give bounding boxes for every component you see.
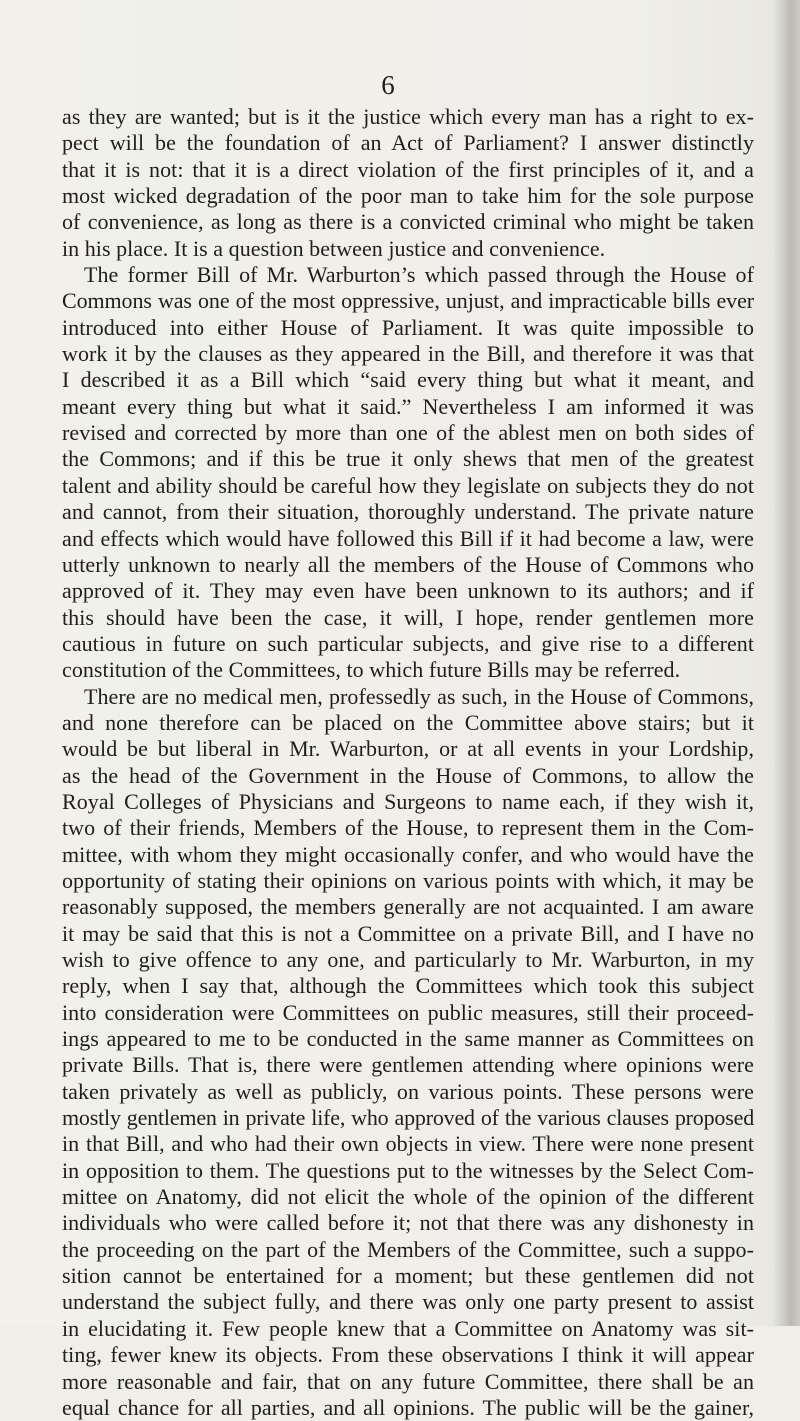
text-line: mittee on Anatomy, did not elicit the whole of the opinion of the different	[62, 1184, 754, 1210]
text-line: talent and ability should be careful how they legislate on subjects they do not	[62, 472, 754, 498]
text-line: that it is not: that it is a direct violation of the first principles of it, and a	[62, 156, 754, 182]
text-line: would be but liberal in Mr. Warburton, or at all events in your Lordship,	[62, 736, 754, 762]
text-line: There are no medical men, professedly as such, in the House of Commons,	[84, 683, 754, 709]
text-line: the proceeding on the part of the Members of the Committee, such a suppo-	[62, 1236, 754, 1262]
text-line: pect will be the foundation of an Act of Parliament? I answer distinctly	[62, 130, 754, 156]
text-line: and none therefore can be placed on the Committee above stairs; but it	[62, 709, 754, 735]
text-line: opportunity of stating their opinions on various points with which, it may be	[62, 867, 754, 893]
text-line: most wicked degradation of the poor man to take him for the sole purpose	[62, 183, 754, 209]
text-line: reasonably supposed, the members generally are not acquainted. I am aware	[62, 894, 754, 920]
text-line: ting, fewer knew its objects. From these observations I think it will appear	[62, 1342, 754, 1368]
text-line: two of their friends, Members of the House, to represent them in the Com-	[62, 815, 754, 841]
text-line: taken privately as well as publicly, on various points. These persons were	[62, 1078, 754, 1104]
text-line: understand the subject fully, and there was only one party present to assist	[62, 1289, 754, 1315]
text-line: ings appeared to me to be conducted in the same manner as Committees on	[62, 1026, 754, 1052]
page-number: 6	[381, 70, 395, 100]
text-line: cautious in future on such particular subjects, and give rise to a different	[62, 630, 754, 656]
body-text	[62, 104, 754, 1421]
text-line: meant every thing but what it said.” Nevertheless I am informed it was	[62, 393, 754, 419]
text-line: Commons was one of the most oppressive, unjust, and impracticable bills ever	[62, 288, 754, 314]
text-line: I described it as a Bill which “said every thing but what it meant, and	[62, 367, 754, 393]
text-line: private Bills. That is, there were gentlemen attending where opinions were	[62, 1052, 754, 1078]
text-line: as they are wanted; but is it the justice which every man has a right to ex-	[62, 104, 754, 129]
text-line: in elucidating it. Few people knew that a Committee on Anatomy was sit-	[62, 1315, 754, 1341]
text-line: of convenience, as long as there is a convicted criminal who might be taken	[62, 209, 754, 235]
text-line: equal chance for all parties, and all opinions. The public will be the gainer,	[62, 1394, 754, 1420]
text-line: mostly gentlemen in private life, who approved of the various clauses proposed	[62, 1105, 754, 1131]
text-line: wish to give offence to any one, and particularly to Mr. Warburton, in my	[62, 947, 754, 972]
text-line: in his place. It is a question between justice and convenience.	[62, 235, 606, 261]
text-line: this should have been the case, it will, I hope, render gentlemen more	[62, 604, 754, 630]
page-edge	[774, 0, 800, 1326]
text-line: as the head of the Government in the House of Commons, to allow the	[62, 762, 754, 788]
text-line: reply, when I say that, although the Committees which took this subject	[62, 973, 754, 999]
text-line: individuals who were called before it; not that there was any dishonesty in	[62, 1210, 754, 1236]
text-line: introduced into either House of Parliament. It was quite impossible to	[62, 314, 754, 340]
text-line: in opposition to them. The questions put to the witnesses by the Select Com-	[62, 1157, 754, 1183]
text-line: constitution of the Committees, to which future Bills may be referred.	[62, 657, 681, 683]
text-line: utterly unknown to nearly all the members of the House of Commons who	[62, 551, 754, 577]
text-line: sition cannot be entertained for a moment; but these gentlemen did not	[62, 1263, 754, 1289]
text-line: and effects which would have followed this Bill if it had become a law, were	[62, 525, 754, 551]
text-line: approved of it. They may even have been unknown to its authors; and if	[62, 578, 754, 604]
text-line: it may be said that this is not a Committee on a private Bill, and I have no	[62, 920, 754, 946]
text-line: in that Bill, and who had their own objects in view. There were none present	[62, 1131, 754, 1157]
text-line: the Commons; and if this be true it only shews that men of the greatest	[62, 446, 754, 472]
text-line: more reasonable and fair, that on any future Committee, there shall be an	[62, 1368, 754, 1394]
text-line: work it by the clauses as they appeared in the Bill, and therefore it was that	[62, 341, 754, 367]
text-line: mittee, with whom they might occasionally confer, and who would have the	[62, 841, 754, 867]
text-line: Royal Colleges of Physicians and Surgeons to name each, if they wish it,	[62, 788, 754, 814]
text-line: and cannot, from their situation, thoroughly understand. The private nature	[62, 499, 754, 525]
text-line: revised and corrected by more than one of the ablest men on both sides of	[62, 420, 754, 446]
text-line: The former Bill of Mr. Warburton’s which passed through the House of	[84, 262, 754, 288]
text-line: into consideration were Committees on public measures, still their proceed-	[62, 999, 754, 1025]
